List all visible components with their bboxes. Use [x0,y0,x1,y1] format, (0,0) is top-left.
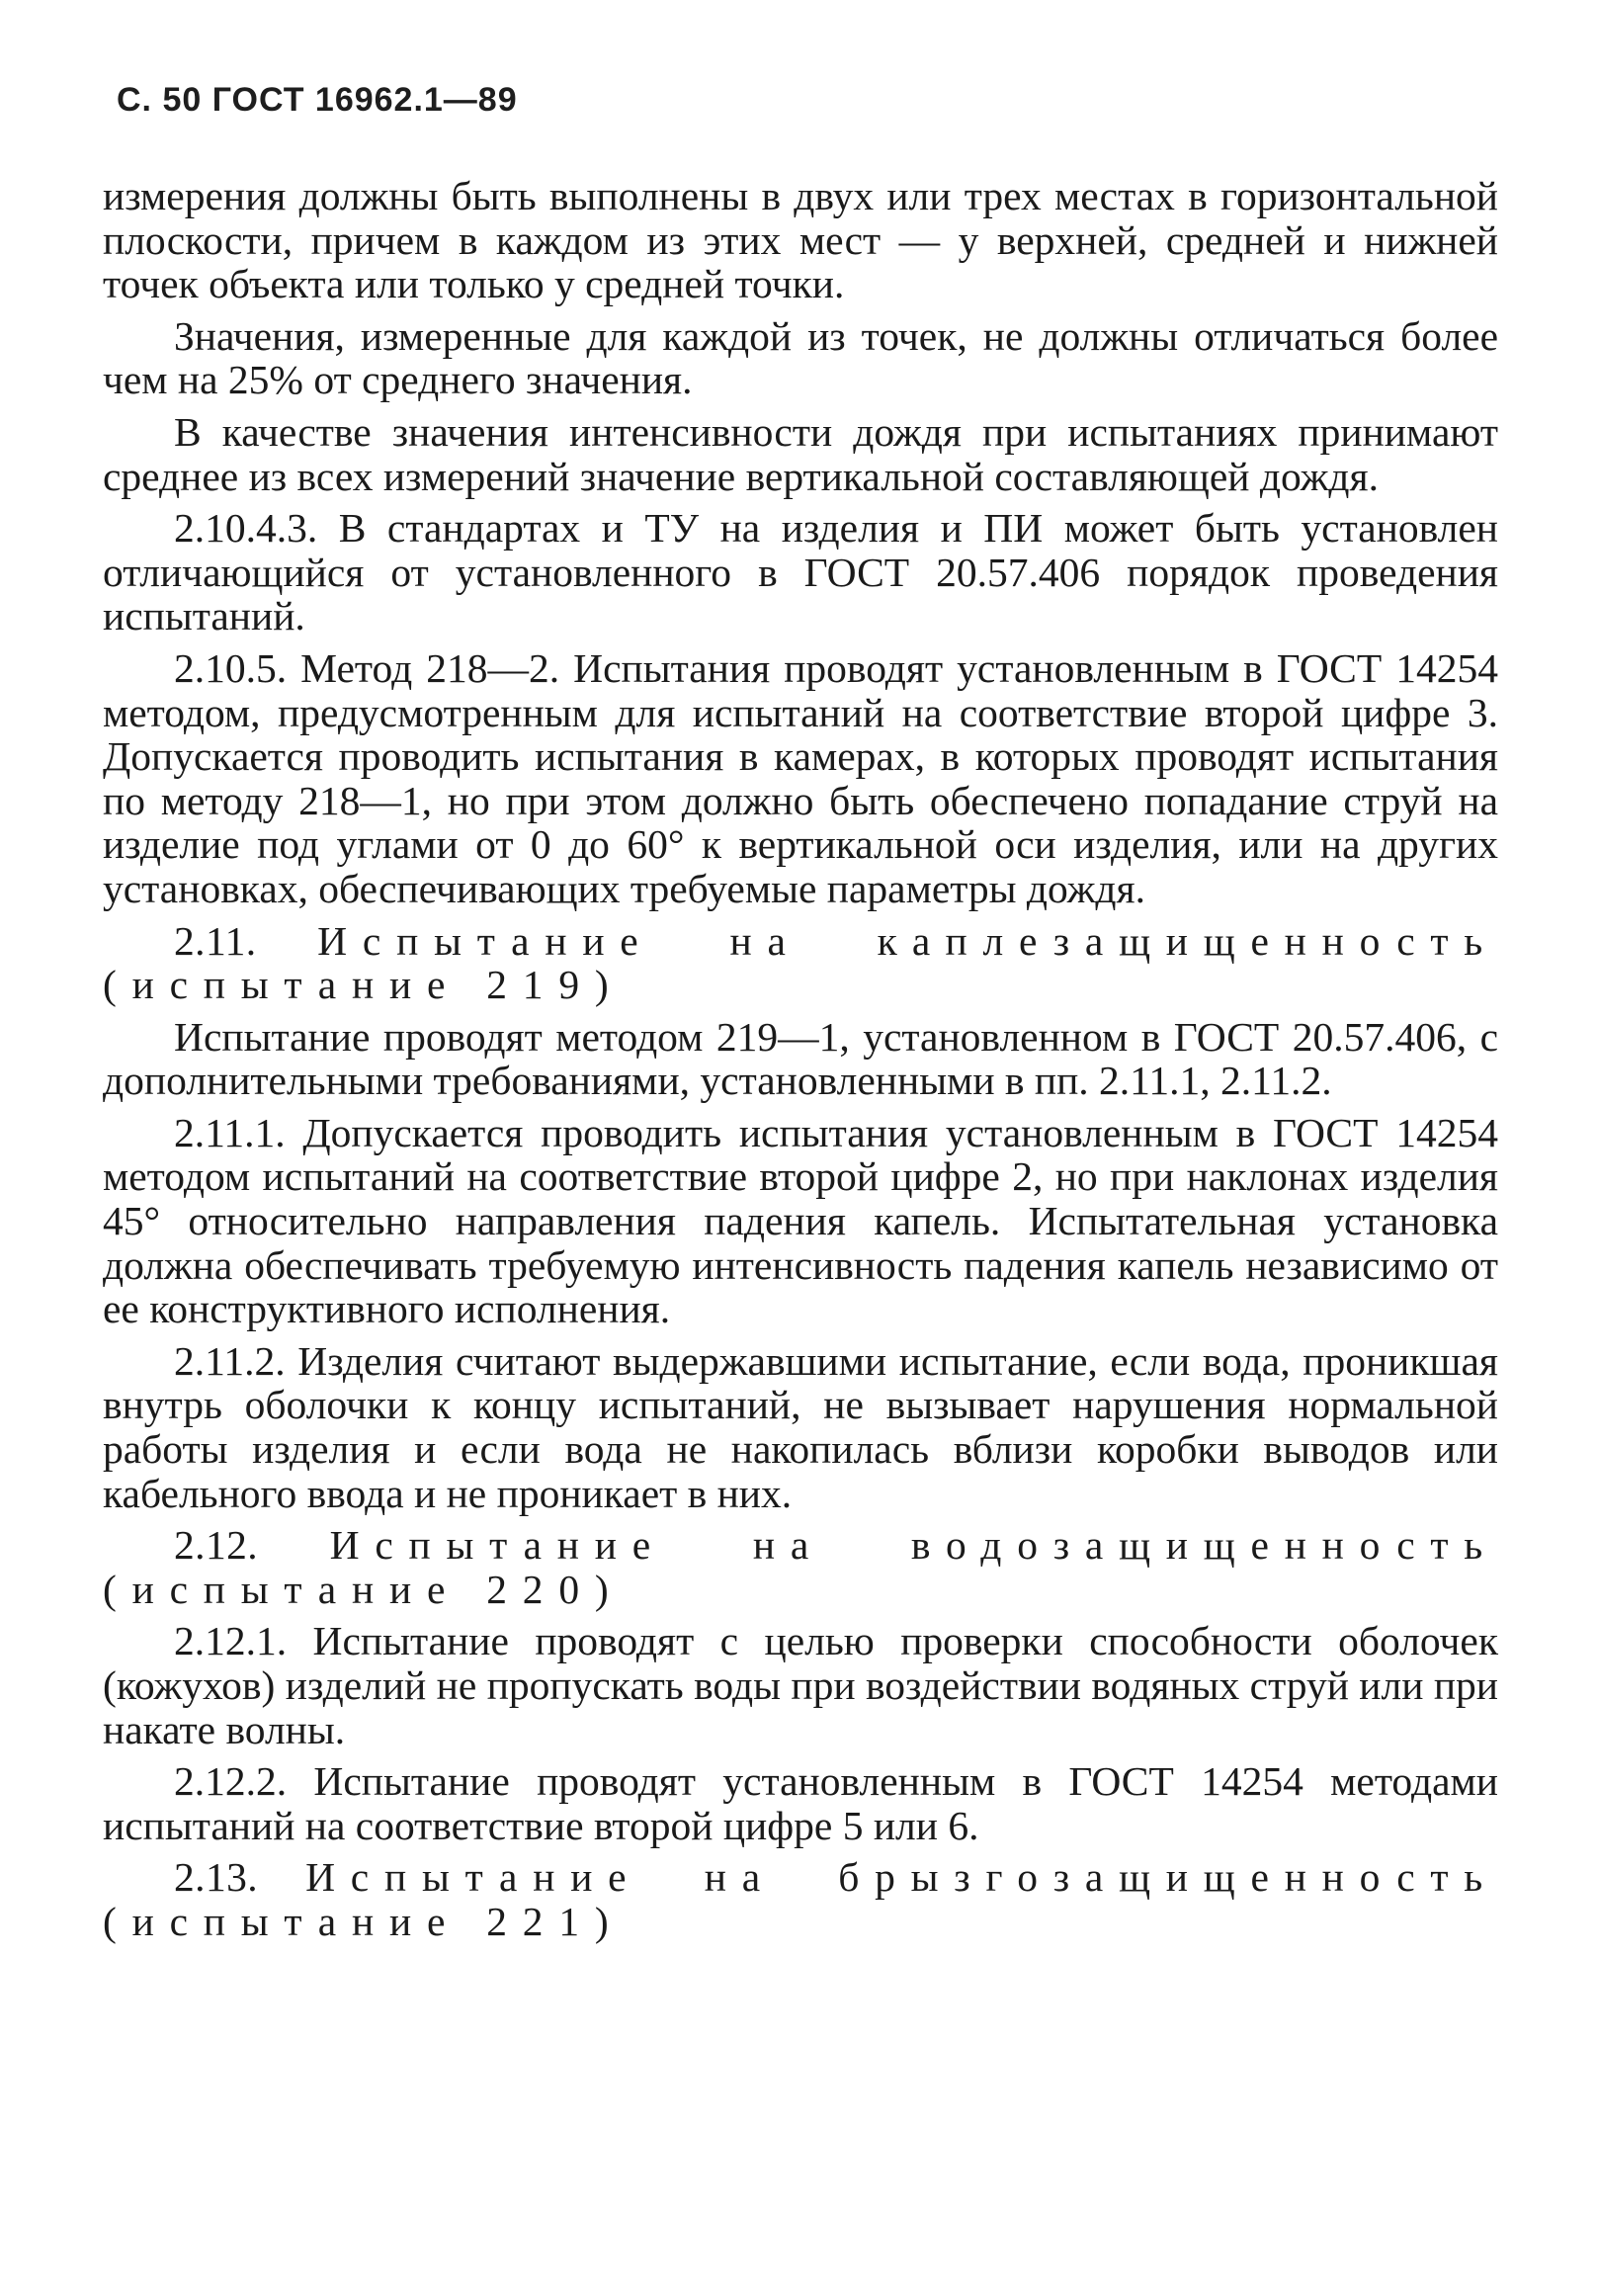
paragraph-continuation: измерения должны быть выполнены в двух или трех местах в горизонтальной плоскости, причем в каждом из этих мест — у верхней, средней и нижней точек объекта или только у средней точки. [103,173,1498,307]
section-suffix: (испытание 221) [103,1898,625,1944]
section-heading-2-12 [103,1523,1498,1611]
page-header: С. 50 ГОСТ 16962.1—89 [117,81,518,119]
clause-2-12-2: 2.12.2. Испытание проводят установленным в ГОСТ 14254 методами испытаний на соответствие второй цифре 5 или 6. [103,1758,1498,1848]
section-heading-2-13 [103,1855,1498,1943]
section-2-11-intro: Испытание проводят методом 219—1, установленном в ГОСТ 20.57.406, с дополнительными требованиями, установленными в пп. 2.11.1, 2.11.2. [103,1013,1498,1104]
section-number: 2.12. [174,1522,259,1569]
clause-2-12-1: 2.12.1. Испытание проводят с целью проверки способности оболочек (кожухов) изделий не пропускать воды при воздействии водяных струй или при накате волны. [103,1618,1498,1752]
section-title: Испытание на каплезащищенность [317,917,1498,964]
clause-2-11-2: 2.11.2. Изделия считают выдержавшими испытание, если вода, проникшая внутрь оболочки к концу испытаний, не вызывает нарушения нормальной работы изделия и если вода не накопилась вблизи коробки выводов или кабельного ввода и не проникает в них. [103,1337,1498,1516]
section-heading-2-11 [103,919,1498,1007]
section-suffix: (испытание 219) [103,962,625,1008]
section-title: Испытание на водозащищенность [329,1522,1498,1569]
document-body [103,174,1498,1952]
section-number: 2.11. [174,917,257,964]
clause-2-10-5: 2.10.5. Метод 218—2. Испытания проводят установленным в ГОСТ 14254 методом, предусмотренным для испытаний на соответствие второй цифре 3. Допускается проводить испытания в камерах, в которых проводят испытания по методу 218—1, но при этом должно быть обеспечено попадание струй на изделие под углами от 0 до 60° к вертикальной оси изделия, или на других установках, обеспечивающих требуемые параметры дождя. [103,644,1498,911]
section-title: Испытание на брызгозащищенность [305,1854,1498,1901]
section-suffix: (испытание 220) [103,1566,625,1612]
clause-2-10-4-3: 2.10.4.3. В стандартах и ТУ на изделия и ПИ может быть установлен отличающийся от установленного в ГОСТ 20.57.406 порядок проведения испытаний. [103,505,1498,639]
clause-2-11-1: 2.11.1. Допускается проводить испытания установленным в ГОСТ 14254 методом испытаний на соответствие второй цифре 2, но при наклонах изделия 45° относительно направления падения капель. Испытательная установка должна обеспечивать требуемую интенсивность падения капель независимо от ее конструктивного исполнения. [103,1109,1498,1332]
paragraph-values-deviation: Значения, измеренные для каждой из точек, не должны отличаться более чем на 25% от среднего значения. [103,312,1498,403]
paragraph-rain-intensity: В качестве значения интенсивности дождя при испытаниях принимают среднее из всех измерений значение вертикальной составляющей дождя. [103,408,1498,499]
section-number: 2.13. [174,1854,259,1901]
